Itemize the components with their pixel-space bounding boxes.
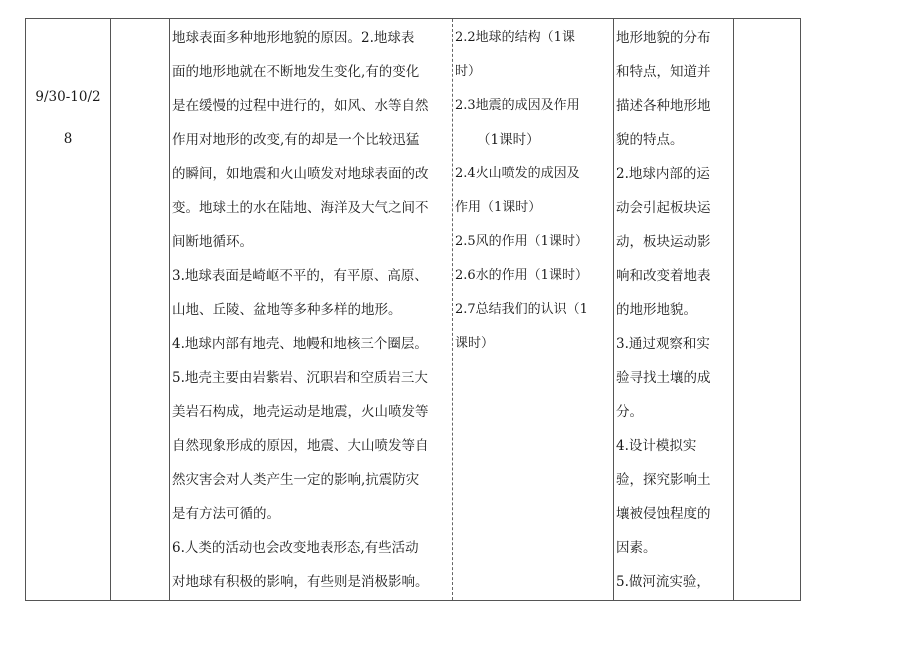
week-date-range-cont: 8 (63, 131, 73, 147)
goal-line: 地形地貌的分布 (616, 30, 711, 46)
content-line: 然灾害会对人类产生一定的影响,抗震防灾 (172, 472, 420, 488)
lesson-line: 2.6水的作用（1课时） (455, 268, 588, 283)
lesson-line: 作用（1课时） (455, 200, 542, 215)
goal-line: 响和改变着地表 (616, 268, 711, 284)
lesson-line: 2.2地球的结构（1课 (455, 30, 575, 45)
goal-line: 的地形地貌。 (616, 302, 697, 318)
content-line: 是在缓慢的过程中进行的，如风、水等自然 (172, 98, 429, 114)
content-line: 面的地形地就在不断地发生变化,有的变化 (172, 64, 420, 80)
goal-line: 因素。 (616, 540, 657, 556)
lesson-line: 时） (455, 64, 482, 79)
lesson-line: 2.7总结我们的认识（1 (455, 302, 588, 317)
content-cell (169, 19, 452, 600)
content-line: 是有方法可循的。 (172, 506, 280, 522)
empty-cell (110, 19, 169, 600)
goal-line: 3.通过观察和实 (616, 336, 710, 352)
content-line: 美岩石构成，地壳运动是地震，火山喷发等 (172, 404, 429, 420)
goal-line: 2.地球内部的运 (616, 166, 710, 182)
goal-line: 动会引起板块运 (616, 200, 711, 216)
week-cell (26, 19, 110, 600)
goal-cell (613, 19, 733, 600)
goal-line: 描述各种地形地 (616, 98, 711, 114)
goal-line: 验，探究影响土 (616, 472, 711, 488)
content-line: 作用对地形的改变,有的却是一个比较迅猛 (172, 132, 420, 148)
content-line: 的瞬间，如地震和火山喷发对地球表面的改 (172, 166, 429, 182)
goal-line: 分。 (616, 404, 643, 420)
content-line: 6.人类的活动也会改变地表形态,有些活动 (172, 540, 419, 556)
lesson-line: 2.5风的作用（1课时） (455, 234, 588, 249)
week-date-range: 9/30-10/2 (35, 89, 101, 105)
goal-line: 验寻找土壤的成 (616, 370, 711, 386)
goal-line: 4.设计模拟实 (616, 438, 697, 454)
goal-line: 和特点，知道并 (616, 64, 711, 80)
lesson-cell (452, 19, 613, 600)
content-line: 间断地循环。 (172, 234, 253, 250)
lesson-line: 2.3地震的成因及作用 (455, 98, 580, 113)
content-line: 自然现象形成的原因，地震、大山喷发等自 (172, 438, 429, 454)
content-line: 地球表面多种地形地貌的原因。2.地球表 (172, 30, 415, 46)
content-line: 变。地球土的水在陆地、海洋及大气之间不 (172, 200, 429, 216)
goal-line: 貌的特点。 (616, 132, 684, 148)
content-line: 山地、丘陵、盆地等多种多样的地形。 (172, 302, 402, 318)
content-line: 4.地球内部有地壳、地幔和地核三个圈层。 (172, 336, 428, 352)
content-line: 对地球有积极的影响，有些则是消极影响。 (172, 574, 429, 590)
empty-cell (733, 19, 802, 600)
content-line: 5.地壳主要由岩紫岩、沉职岩和空质岩三大 (172, 370, 428, 386)
lesson-line: 2.4火山喷发的成因及 (455, 166, 580, 181)
lesson-line: 课时） (455, 336, 495, 351)
curriculum-table (25, 18, 801, 601)
goal-line: 动，板块运动影 (616, 234, 711, 250)
lesson-line: （1课时） (477, 132, 540, 148)
goal-line: 5.做河流实验， (616, 574, 710, 590)
goal-line: 壤被侵蚀程度的 (616, 506, 711, 522)
content-line: 3.地球表面是崎岖不平的，有平原、高原、 (172, 268, 428, 284)
